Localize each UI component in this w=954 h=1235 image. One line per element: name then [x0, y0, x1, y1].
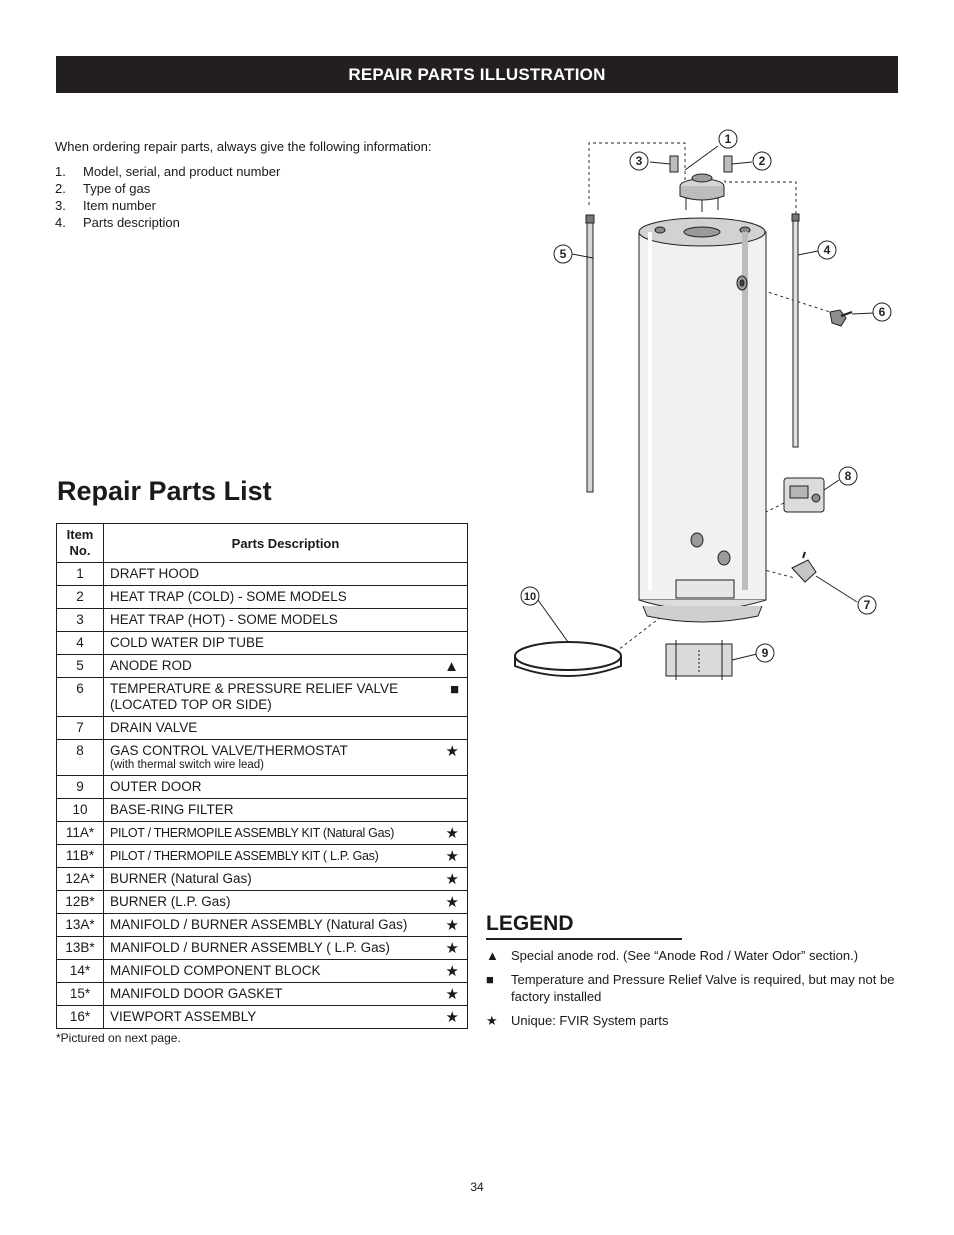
column-header-item-no: Item No.	[57, 524, 104, 563]
part-description: ANODE ROD	[110, 658, 192, 673]
item-number-cell: 12B*	[57, 891, 104, 914]
part-description: DRAIN VALVE	[110, 720, 198, 735]
svg-text:7: 7	[863, 598, 871, 612]
part-description: OUTER DOOR	[110, 779, 202, 794]
part-description: PILOT / THERMOPILE ASSEMBLY KIT (Natural Gas)	[110, 826, 395, 840]
description-cell	[104, 563, 468, 586]
star-icon: ★	[445, 940, 459, 957]
callout-8	[839, 467, 857, 485]
svg-text:4: 4	[823, 243, 831, 257]
section-header	[56, 56, 898, 93]
description-cell	[104, 740, 468, 776]
table-row	[57, 717, 468, 740]
part-description: MANIFOLD DOOR GASKET	[110, 986, 283, 1001]
list-item-number: 4.	[55, 215, 66, 230]
item-number-cell: 4	[57, 632, 104, 655]
part-description: MANIFOLD / BURNER ASSEMBLY ( L.P. Gas)	[110, 940, 390, 955]
table-row	[57, 937, 468, 960]
ordering-instructions	[55, 138, 431, 231]
svg-text:5: 5	[559, 247, 567, 261]
star-icon: ★	[445, 871, 459, 888]
star-icon: ★	[445, 1009, 459, 1026]
description-cell	[104, 776, 468, 799]
table-row	[57, 563, 468, 586]
svg-text:8: 8	[844, 469, 852, 483]
description-cell	[104, 891, 468, 914]
list-item	[55, 163, 431, 180]
item-number-cell: 5	[57, 655, 104, 678]
repair-parts-table	[56, 523, 468, 1029]
part-description: HEAT TRAP (HOT) - SOME MODELS	[110, 612, 338, 627]
description-cell	[104, 678, 468, 717]
list-item-number: 2.	[55, 181, 66, 196]
item-number-cell: 1	[57, 563, 104, 586]
callout-6	[873, 303, 891, 321]
star-icon: ★	[486, 1012, 498, 1028]
svg-text:3: 3	[635, 154, 643, 168]
water-heater-exploded-illustration	[500, 120, 910, 700]
list-item-label: Model, serial, and product number	[83, 164, 281, 179]
callout-7	[858, 596, 876, 614]
description-cell	[104, 914, 468, 937]
legend-title: LEGEND	[486, 912, 574, 935]
part-description: COLD WATER DIP TUBE	[110, 635, 265, 650]
description-cell	[104, 609, 468, 632]
table-row	[57, 586, 468, 609]
legend	[486, 912, 906, 1036]
page-number: 34	[470, 1180, 484, 1194]
star-icon: ★	[445, 848, 459, 865]
item-number-cell: 14*	[57, 960, 104, 983]
ordering-instructions-text: When ordering repair parts, always give the following information:	[55, 139, 432, 154]
part-description: PILOT / THERMOPILE ASSEMBLY KIT ( L.P. Gas)	[110, 849, 379, 863]
legend-item	[486, 947, 906, 964]
table-row	[57, 678, 468, 717]
description-cell	[104, 845, 468, 868]
triangle-icon: ▲	[486, 947, 499, 963]
table-row	[57, 845, 468, 868]
list-item-number: 3.	[55, 198, 66, 213]
star-icon: ★	[445, 917, 459, 934]
item-number-cell: 7	[57, 717, 104, 740]
parts-table-body	[57, 563, 468, 1029]
description-cell	[104, 822, 468, 845]
footnote: *Pictured on next page.	[56, 1031, 181, 1045]
part-description: VIEWPORT ASSEMBLY	[110, 1009, 257, 1024]
callout-1	[719, 130, 737, 148]
section-header-title: REPAIR PARTS ILLUSTRATION	[348, 64, 606, 84]
square-icon: ■	[486, 971, 494, 987]
star-icon: ★	[445, 894, 459, 911]
parts-list-title: Repair Parts List	[57, 476, 272, 506]
callout-4	[818, 241, 836, 259]
star-icon: ★	[445, 986, 459, 1003]
part-description-note: (LOCATED TOP OR SIDE)	[110, 697, 272, 712]
list-item	[55, 180, 431, 197]
table-row	[57, 609, 468, 632]
description-cell	[104, 983, 468, 1006]
part-description: DRAFT HOOD	[110, 566, 200, 581]
list-item-label: Item number	[83, 198, 156, 213]
legend-item	[486, 1012, 906, 1029]
description-cell	[104, 586, 468, 609]
part-description: MANIFOLD / BURNER ASSEMBLY (Natural Gas)	[110, 917, 408, 932]
table-header-row	[57, 524, 468, 563]
description-cell	[104, 868, 468, 891]
list-item-number: 1.	[55, 164, 66, 179]
item-number-cell: 3	[57, 609, 104, 632]
description-cell	[104, 799, 468, 822]
square-icon: ■	[449, 681, 459, 698]
svg-text:1: 1	[724, 132, 732, 146]
table-row	[57, 776, 468, 799]
item-number-cell: 9	[57, 776, 104, 799]
callout-3	[630, 152, 648, 170]
ordering-info-list	[55, 163, 431, 231]
legend-item	[486, 971, 906, 1005]
callout-10	[521, 587, 539, 605]
item-number-cell: 11A*	[57, 822, 104, 845]
description-cell	[104, 655, 468, 678]
star-icon: ★	[445, 963, 459, 980]
list-item-label: Parts description	[83, 215, 180, 230]
part-description: BURNER (Natural Gas)	[110, 871, 252, 886]
item-number-cell: 15*	[57, 983, 104, 1006]
table-row	[57, 822, 468, 845]
legend-item-text: Unique: FVIR System parts	[511, 1012, 669, 1028]
item-number-cell: 10	[57, 799, 104, 822]
legend-item-text: Special anode rod. (See “Anode Rod / Water Odor” section.)	[511, 947, 859, 963]
svg-text:6: 6	[878, 305, 886, 319]
item-number-cell: 13A*	[57, 914, 104, 937]
item-number-cell: 16*	[57, 1006, 104, 1029]
svg-text:2: 2	[758, 154, 766, 168]
table-row	[57, 740, 468, 776]
table-row	[57, 983, 468, 1006]
part-description: BASE-RING FILTER	[110, 802, 234, 817]
list-item-label: Type of gas	[83, 181, 151, 196]
callout-9	[756, 644, 774, 662]
table-row	[57, 655, 468, 678]
item-number-cell: 2	[57, 586, 104, 609]
triangle-icon: ▲	[444, 658, 459, 675]
table-row	[57, 914, 468, 937]
item-number-cell: 13B*	[57, 937, 104, 960]
part-description: BURNER (L.P. Gas)	[110, 894, 231, 909]
description-cell	[104, 937, 468, 960]
description-cell	[104, 632, 468, 655]
item-number-cell: 11B*	[57, 845, 104, 868]
table-row	[57, 632, 468, 655]
star-icon: ★	[445, 743, 459, 760]
callout-2	[753, 152, 771, 170]
part-description: GAS CONTROL VALVE/THERMOSTAT	[110, 743, 348, 758]
description-cell	[104, 717, 468, 740]
part-description: TEMPERATURE & PRESSURE RELIEF VALVE	[110, 681, 399, 696]
table-row	[57, 799, 468, 822]
legend-divider	[486, 938, 682, 940]
callout-5	[554, 245, 572, 263]
part-description: MANIFOLD COMPONENT BLOCK	[110, 963, 321, 978]
svg-text:9: 9	[761, 646, 769, 660]
item-number-cell: 6	[57, 678, 104, 717]
column-header-description: Parts Description	[104, 524, 468, 563]
part-description-note: (with thermal switch wire lead)	[110, 759, 265, 771]
item-number-cell: 12A*	[57, 868, 104, 891]
table-row	[57, 868, 468, 891]
part-description: HEAT TRAP (COLD) - SOME MODELS	[110, 589, 347, 604]
legend-item-text: Temperature and Pressure Relief Valve is required, but may not be factory installed	[511, 971, 895, 1004]
list-item	[55, 197, 431, 214]
description-cell	[104, 960, 468, 983]
description-cell	[104, 1006, 468, 1029]
table-row	[57, 1006, 468, 1029]
svg-text:10: 10	[523, 591, 537, 603]
table-row	[57, 960, 468, 983]
list-item	[55, 214, 431, 231]
table-row	[57, 891, 468, 914]
star-icon: ★	[445, 825, 459, 842]
item-number-cell: 8	[57, 740, 104, 776]
